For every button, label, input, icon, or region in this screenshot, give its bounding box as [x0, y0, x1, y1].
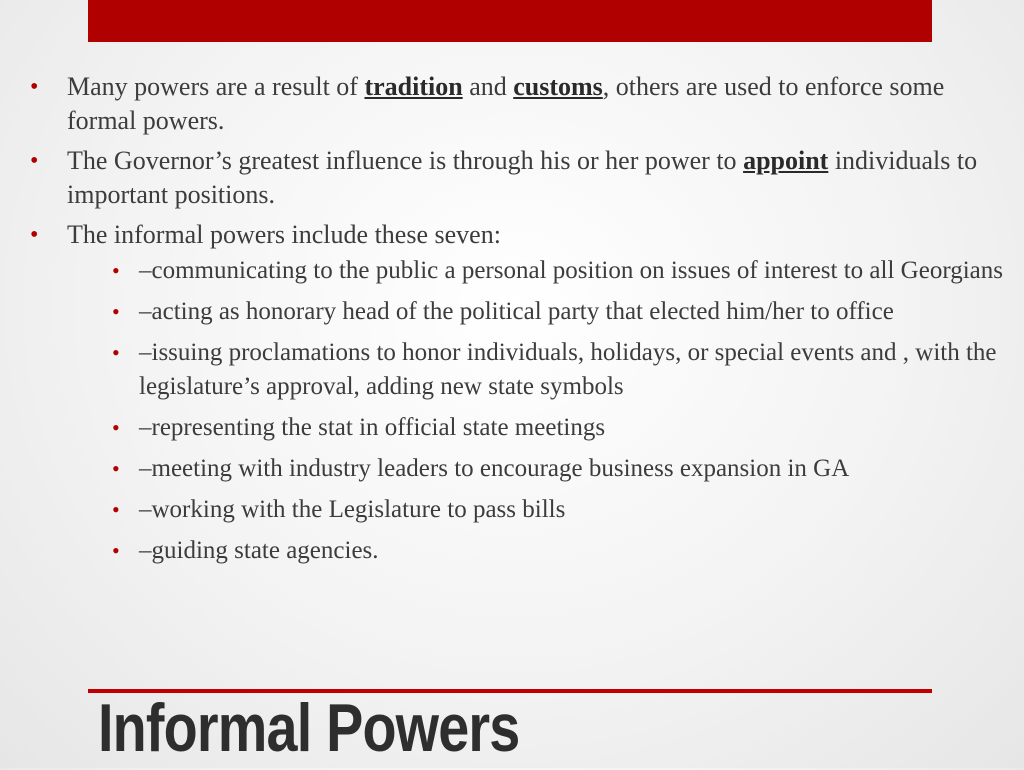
sub-bullet-item — [67, 493, 1005, 527]
top-accent-bar — [88, 0, 932, 42]
bullet-icon: • — [30, 148, 39, 174]
sub-bullet-text: –guiding state agencies. — [139, 537, 379, 564]
bullet-text: The Governor’s greatest influence is through his or her power to — [67, 146, 744, 175]
emphasis-appoint: appoint — [743, 146, 829, 175]
sub-bullet-item — [67, 295, 1005, 329]
bullet-icon: • — [112, 456, 120, 481]
bullet-icon: • — [30, 222, 39, 248]
sub-bullet-text: –representing the stat in official state meetings — [139, 414, 606, 441]
bullet-text: Many powers are a result of — [67, 72, 365, 101]
sub-bullet-text: –working with the Legislature to pass bills — [139, 496, 566, 523]
slide-body — [30, 70, 1005, 575]
sub-bullet-item — [67, 254, 1005, 288]
bullet-icon: • — [112, 258, 120, 283]
bullet-icon: • — [30, 74, 39, 100]
bullet-icon: • — [112, 299, 120, 324]
sub-bullet-text: –issuing proclamations to honor individuals, holidays, or special events and , with the legislature’s approval, adding new state symbols — [139, 339, 997, 400]
sub-bullet-text: –acting as honorary head of the political party that elected him/her to office — [139, 298, 894, 325]
emphasis-tradition: tradition — [364, 72, 463, 101]
sub-bullet-item — [67, 336, 1005, 404]
sub-bullet-item — [67, 411, 1005, 445]
bullet-icon: • — [112, 538, 120, 563]
bullet-icon: • — [112, 340, 120, 365]
emphasis-customs: customs — [513, 72, 603, 101]
bullet-icon: • — [112, 415, 120, 440]
bullet-item-3 — [30, 218, 1005, 568]
sub-bullet-text: –communicating to the public a personal position on issues of interest to all Georgians — [139, 257, 1003, 284]
bullet-text: and — [462, 72, 514, 101]
bullet-list — [30, 70, 1005, 568]
bullet-text: individuals to important positions. — [67, 146, 978, 209]
bullet-item-2 — [30, 144, 1005, 212]
bullet-item-1 — [30, 70, 1005, 138]
bullet-text: The informal powers include these seven: — [67, 220, 501, 249]
sub-bullet-list — [67, 254, 1005, 568]
slide-title: Informal Powers — [98, 690, 520, 766]
sub-bullet-item — [67, 534, 1005, 568]
sub-bullet-text: –meeting with industry leaders to encourage business expansion in GA — [139, 455, 850, 482]
sub-bullet-item — [67, 452, 1005, 486]
bullet-icon: • — [112, 497, 120, 522]
bullet-text: , others are used to enforce some formal powers. — [67, 72, 945, 135]
